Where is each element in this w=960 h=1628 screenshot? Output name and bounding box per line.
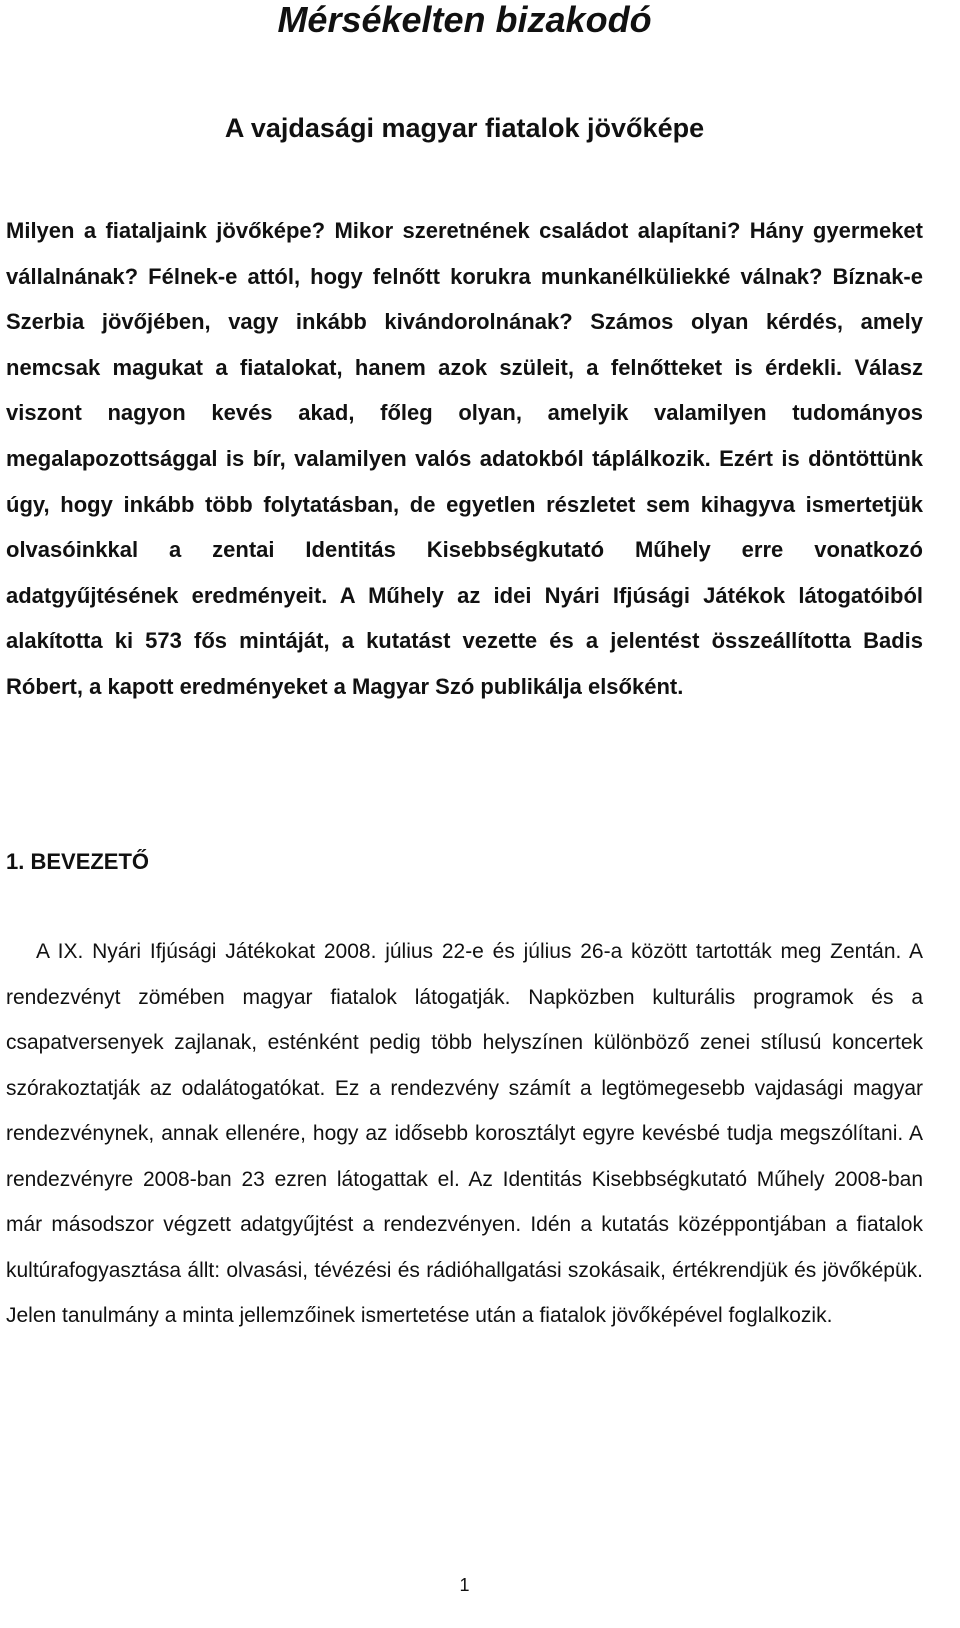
body-paragraph: A IX. Nyári Ifjúsági Játékokat 2008. július 22-e és július 26-a között tartották meg Zentán. A rendezvényt zömében magyar fiatalok látogatják. Napközben kulturális programok és a csapatversenyek zajlanak, esténként pedig több helyszínen különböző zenei stílusú koncertek szórakoztatják az odalátogatókat. Ez a rendezvény számít a legtömegesebb vajdasági magyar rendezvénynek, annak ellenére, hogy az idősebb korosztályt egyre kevésbé tudja megszólítani. A rendezvényre 2008-ban 23 ezren látogattak el. Az Identitás Kisebbségkutató Műhely 2008-ban már másodszor végzett adatgyűjtést a rendezvényen. Idén a kutatás középpontjában a fiatalok kultúrafogyasztása állt: olvasási, tévézési és rádióhallgatási szokásaik, értékrendjük és jövőképük. Jelen tanulmány a minta jellemzőinek ismertetése után a fiatalok jövőképével foglalkozik.	[6, 940, 923, 1327]
document-page	[6, 0, 923, 1628]
section-heading: 1. BEVEZETŐ	[6, 849, 150, 874]
document-subtitle: A vajdasági magyar fiatalok jövőképe	[224, 113, 705, 143]
page-number: 1	[459, 1575, 470, 1595]
lead-paragraph: Milyen a fiataljaink jövőképe? Mikor szeretnének családot alapítani? Hány gyermeket vállalnának? Félnek-e attól, hogy felnőtt korukra munkanélküliekké válnak? Bíznak-e Szerbia jövőjében, vagy inkább kivándorolnának? Számos olyan kérdés, amely nemcsak magukat a fiatalokat, hanem azok szüleit, a felnőtteket is érdekli. Válasz viszont nagyon kevés akad, főleg olyan, amelyik valamilyen tudományos megalapozottsággal is bír, valamilyen valós adatokból táplálkozik. Ezért is döntöttünk úgy, hogy inkább több folytatásban, de egyetlen részletet sem kihagyva ismertetjük olvasóinkkal a zentai Identitás Kisebbségkutató Műhely erre vonatkozó adatgyűjtésének eredményeit. A Műhely az idei Nyári Ifjúsági Játékok látogatóiból alakította ki 573 fős mintáját, a kutatást vezette és a jelentést összeállította Badis Róbert, a kapott eredményeket a Magyar Szó publikálja elsőként.	[6, 218, 923, 699]
document-title: Mérsékelten bizakodó	[277, 0, 652, 40]
